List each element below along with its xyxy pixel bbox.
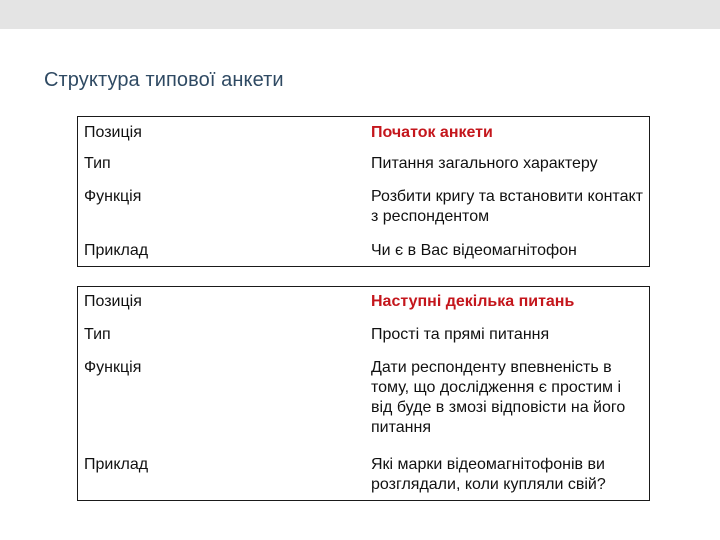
row-value-example: Чи є в Вас відеомагнітофон xyxy=(371,242,577,259)
row-label-type: Тип xyxy=(84,326,111,343)
row-value-function: Дати респонденту впевненість в тому, що дослідження є простим і від буде в змозі відповісти на його питання xyxy=(371,359,626,436)
row-label-type: Тип xyxy=(84,155,111,172)
row-value-type: Питання загального характеру xyxy=(371,155,598,172)
row-label-function: Функція xyxy=(84,359,142,376)
questionnaire-table-next xyxy=(77,286,650,501)
row-value-position: Наступні декілька питань xyxy=(371,293,575,310)
row-value-example: Які марки відеомагнітофонів ви розглядали, коли купляли свій? xyxy=(371,456,606,493)
row-value-position: Початок анкети xyxy=(371,124,493,141)
row-label-example: Приклад xyxy=(84,242,149,259)
row-label-position: Позиція xyxy=(84,124,142,141)
row-value-type: Прості та прямі питання xyxy=(371,326,550,343)
top-decorative-band xyxy=(0,0,720,29)
slide-title: Структура типової анкети xyxy=(44,69,284,91)
row-label-function: Функція xyxy=(84,188,142,205)
row-label-position: Позиція xyxy=(84,293,142,310)
row-value-function: Розбити кригу та встановити контакт з респондентом xyxy=(371,188,643,225)
questionnaire-table-start xyxy=(77,116,650,267)
row-label-example: Приклад xyxy=(84,456,149,473)
